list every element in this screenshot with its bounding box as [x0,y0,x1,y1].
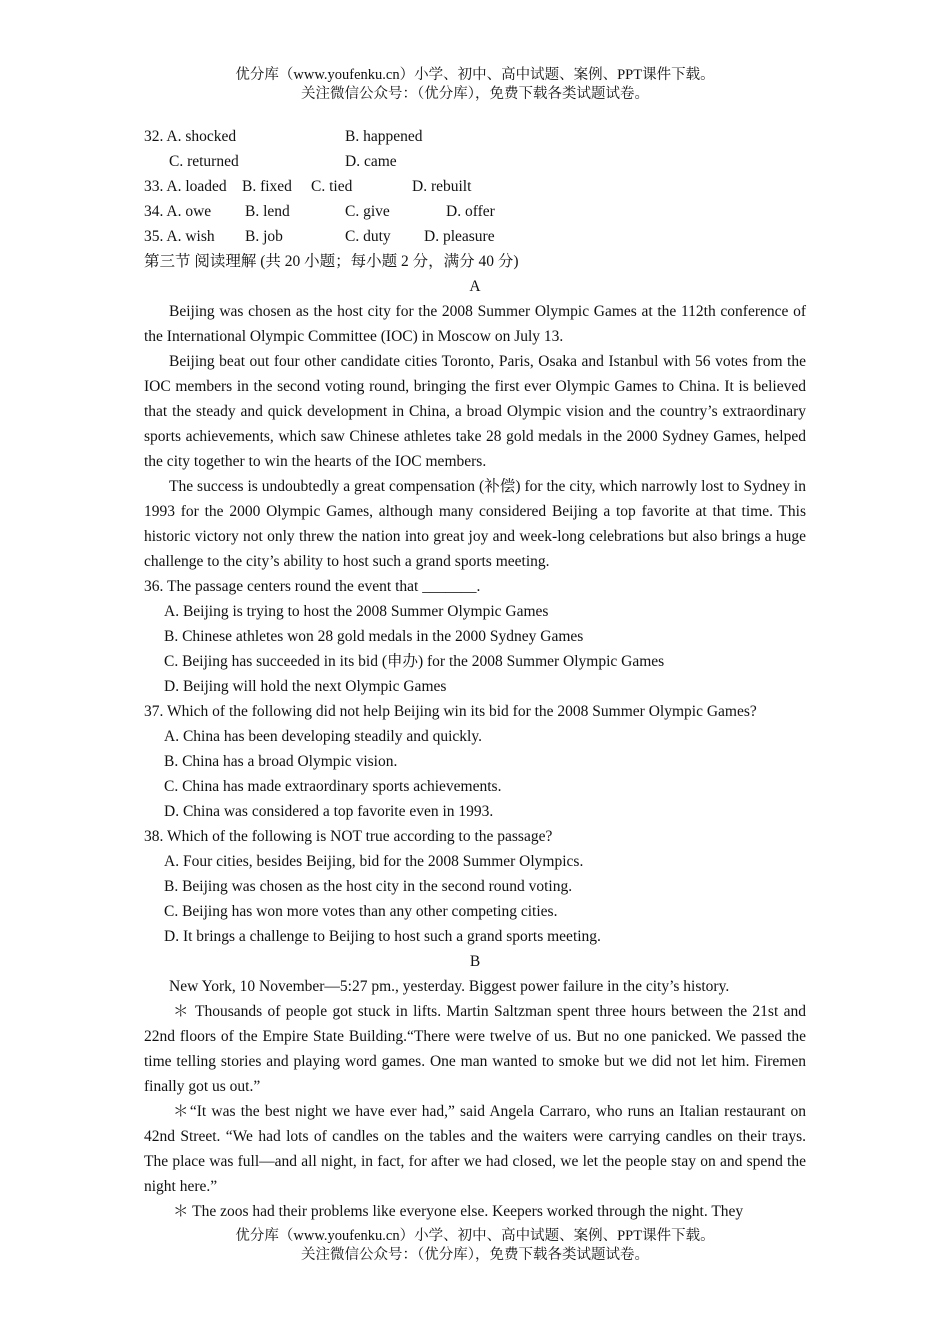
page-footer [0,1227,950,1265]
q32-option-c: C. returned [169,153,239,170]
cloze-q34-row [144,199,806,224]
q36-option-a: A. Beijing is trying to host the 2008 Summer Olympic Games [164,603,549,620]
q32-option-a: 32. A. shocked [144,128,237,145]
q36-option-c: C. Beijing has succeeded in its bid (申办) for the 2008 Summer Olympic Games [164,653,665,670]
document-body [144,124,806,1224]
passage-a-label: A [469,278,481,295]
q37-option-d: D. China was considered a top favorite even in 1993. [164,803,494,820]
q38-stem: 38. Which of the following is NOT true according to the passage? [144,828,553,845]
q33-option-c: C. tied [311,178,353,195]
q37-option-c: C. China has made extraordinary sports achievements. [164,778,502,795]
q34-option-d: D. offer [446,203,495,220]
q36-option-d: D. Beijing will hold the next Olympic Games [164,678,447,695]
cloze-q32-row1 [144,124,806,149]
cloze-q35-row [144,224,806,249]
q33-option-a: 33. A. loaded [144,178,227,195]
section-title: 第三节 阅读理解 (共 20 小题；每小题 2 分，满分 40 分) [144,253,519,270]
header-line-2: 关注微信公众号：（优分库），免费下载各类试题试卷。 [301,86,649,102]
q36-stem: 36. The passage centers round the event that _______. [144,578,481,595]
passage-b-paragraph-1: New York, 10 November—5:27 pm., yesterday. Biggest power failure in the city’s history. [169,978,730,995]
passage-b-paragraph-3: ＊“It was the best night we have ever had,” said Angela Carraro, who runs an Italian restaurant on 42nd Street. “We had lots of candles on the tables and the waiters were carrying candles on their trays. The place was full—and all night, in fact, for after we had closed, we let the people stay on and spend the night here.” [144,1103,806,1195]
page-header [0,66,950,104]
q35-option-c: C. duty [345,228,391,245]
q34-option-c: C. give [345,203,390,220]
cloze-q33-row [144,174,806,199]
q32-option-d: D. came [345,153,397,170]
q38-option-c: C. Beijing has won more votes than any other competing cities. [164,903,558,920]
passage-b-paragraph-4: ＊ The zoos had their problems like everyone else. Keepers worked through the night. They [173,1203,744,1220]
q33-option-d: D. rebuilt [412,178,472,195]
passage-a-paragraph-3: The success is undoubtedly a great compensation (补偿) for the city, which narrowly lost to Sydney in 1993 for the 2000 Olympic Games, although many considered Beijing a top favorite at that time. This historic victory not only threw the nation into great joy and week-long celebrations but also brings a huge challenge to the city’s ability to host such a grand sports meeting. [144,478,806,570]
q35-option-a: 35. A. wish [144,228,215,245]
footer-line-1: 优分库（www.youfenku.cn）小学、初中、高中试题、案例、PPT课件下载。 [235,1228,715,1244]
q38-option-d: D. It brings a challenge to Beijing to host such a grand sports meeting. [164,928,601,945]
q34-option-b: B. lend [245,203,290,220]
q35-option-d: D. pleasure [424,228,495,245]
q38-option-a: A. Four cities, besides Beijing, bid for the 2008 Summer Olympics. [164,853,584,870]
q32-option-b: B. happened [345,128,423,145]
q37-stem: 37. Which of the following did not help Beijing win its bid for the 2008 Summer Olympic Games? [144,703,757,720]
passage-a-paragraph-2: Beijing beat out four other candidate cities Toronto, Paris, Osaka and Istanbul with 56 votes from the IOC members in the second voting round, bringing the first ever Olympic Games to China. It is believed that the steady and quick development in China, a broad Olympic vision and the country’s extraordinary sports achievements, which saw Chinese athletes take 28 gold medals in the 2000 Sydney Games, helped the city together to win the hearts of the IOC members. [144,353,806,470]
q36-option-b: B. Chinese athletes won 28 gold medals in the 2000 Sydney Games [164,628,584,645]
q38-option-b: B. Beijing was chosen as the host city in the second round voting. [164,878,573,895]
q37-option-a: A. China has been developing steadily and quickly. [164,728,482,745]
passage-a-paragraph-1: Beijing was chosen as the host city for the 2008 Summer Olympic Games at the 112th conference of the International Olympic Committee (IOC) in Moscow on July 13. [144,303,806,345]
cloze-q32-row2 [144,149,806,174]
q34-option-a: 34. A. owe [144,203,212,220]
header-line-1: 优分库（www.youfenku.cn）小学、初中、高中试题、案例、PPT课件下载。 [235,67,715,83]
passage-b-paragraph-2: ＊ Thousands of people got stuck in lifts. Martin Saltzman spent three hours between the 21st and 22nd floors of the Empire State Building.“There were twelve of us. But no one panicked. We passed the time telling stories and playing word games. One man wanted to smoke but we did not let him. Firemen finally got us out.” [144,1003,806,1095]
q35-option-b: B. job [245,228,283,245]
q37-option-b: B. China has a broad Olympic vision. [164,753,398,770]
q33-option-b: B. fixed [242,178,292,195]
passage-b-label: B [469,953,481,970]
footer-line-2: 关注微信公众号：（优分库），免费下载各类试题试卷。 [301,1247,649,1263]
